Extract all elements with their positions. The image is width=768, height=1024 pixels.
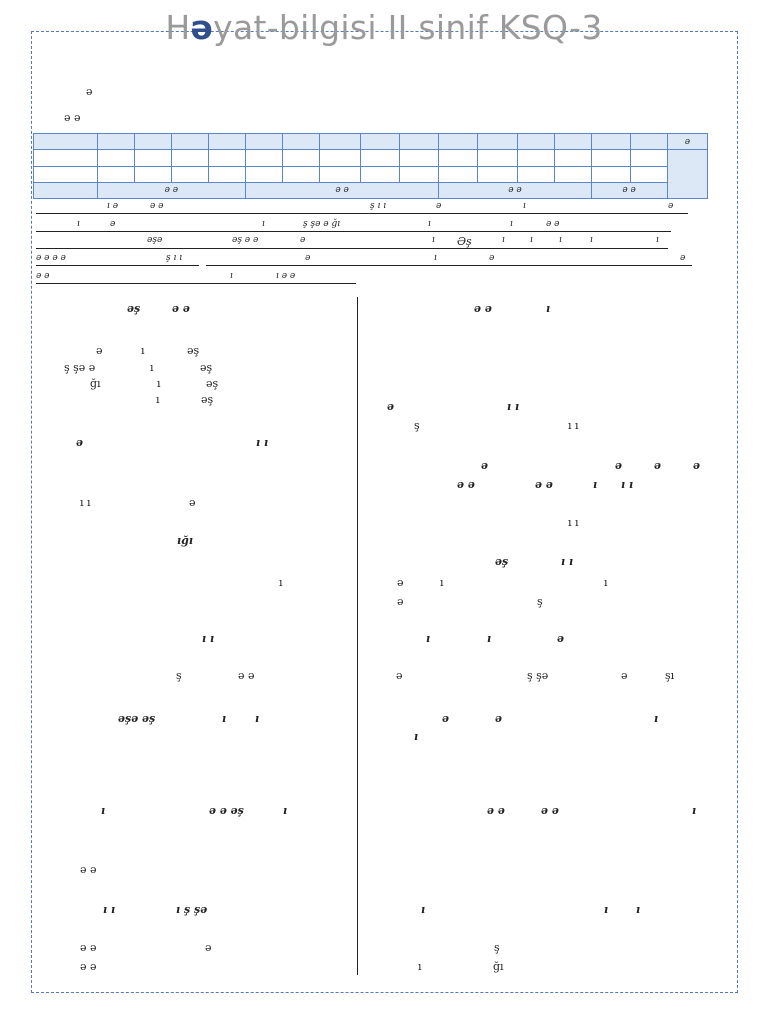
left-fragment: ə — [76, 436, 83, 449]
column-divider — [357, 297, 358, 975]
left-fragment: ı — [156, 393, 160, 406]
table-group-cell: ə ə — [439, 182, 591, 198]
right-fragment: ə ə — [474, 302, 492, 315]
right-fragment: ə — [387, 400, 394, 413]
left-fragment: ə — [189, 496, 196, 509]
instruction-fragment: ı — [656, 235, 659, 245]
instruction-fragment: ı — [434, 253, 437, 263]
table-group-cell: ə ə — [97, 182, 245, 198]
table-group-cell: ə ə — [245, 182, 438, 198]
right-fragment: ı — [414, 730, 419, 743]
instruction-fragment: əşə — [147, 235, 163, 245]
right-fragment: ş — [414, 419, 420, 432]
instruction-fragment: ə — [489, 253, 495, 263]
right-fragment: ı ı — [621, 478, 634, 491]
page-title — [0, 8, 768, 47]
left-fragment: əş — [127, 302, 141, 315]
instruction-fragment: ı ə — [107, 201, 119, 211]
right-fragment: ş — [494, 941, 500, 954]
title-accent: ə — [190, 8, 214, 47]
right-fragment: ə ə — [457, 478, 475, 491]
instruction-underline — [36, 283, 356, 284]
instruction-underline — [206, 265, 692, 266]
right-fragment: ə — [397, 576, 404, 589]
table-row — [34, 166, 708, 182]
right-fragment: ə — [693, 459, 700, 472]
left-fragment: əş — [201, 393, 214, 406]
right-fragment: ə — [397, 595, 404, 608]
right-fragment: ı — [418, 960, 422, 973]
instruction-underline — [36, 265, 199, 266]
instruction-fragment: ı — [230, 271, 233, 281]
right-fragment: ş — [537, 595, 543, 608]
right-fragment: ı ı — [568, 516, 579, 529]
left-fragment: ı — [255, 712, 260, 725]
left-fragment: ş — [176, 669, 182, 682]
instruction-fragment: ə — [110, 219, 116, 229]
instruction-fragment: ı — [502, 235, 505, 245]
right-fragment: ı — [487, 632, 492, 645]
instruction-fragment: ı ə ə — [276, 271, 296, 281]
right-fragment: ə — [621, 669, 628, 682]
right-fragment: ı — [440, 576, 444, 589]
instruction-fragment: ə ə — [546, 219, 560, 229]
right-fragment: şı — [665, 669, 675, 682]
title-suffix: yat-bilgisi II sinif KSQ-3 — [213, 8, 603, 47]
left-fragment: ə — [205, 941, 212, 954]
left-fragment: ı ı — [256, 436, 269, 449]
instruction-fragment: ş ı ı — [166, 253, 183, 263]
left-fragment: ı — [101, 804, 106, 817]
right-fragment: ə ə — [541, 804, 559, 817]
left-fragment: ığı — [177, 534, 194, 547]
left-fragment: ə ə — [80, 941, 97, 954]
right-fragment: ə — [481, 459, 488, 472]
left-fragment: ı — [222, 712, 227, 725]
table-row — [34, 182, 708, 198]
right-fragment: ə — [442, 712, 449, 725]
instruction-fragment: əş ə ə — [232, 235, 259, 245]
instruction-underline — [36, 231, 671, 232]
table-row — [34, 150, 708, 166]
instruction-fragment: Əş — [457, 235, 472, 248]
left-fragment: ə ə əş — [209, 804, 244, 817]
right-fragment: ı — [426, 632, 431, 645]
left-fragment: ı ı — [103, 903, 116, 916]
left-fragment: ş şə ə — [64, 361, 96, 374]
right-fragment: ı — [654, 712, 659, 725]
instruction-underline — [36, 248, 668, 249]
left-fragment: ı — [157, 377, 161, 390]
info-line-1: ə — [86, 85, 93, 98]
right-fragment: ə ə — [535, 478, 553, 491]
right-fragment: ı ı — [568, 419, 579, 432]
instruction-fragment: ı — [77, 219, 80, 229]
left-fragment: ı — [141, 344, 145, 357]
instruction-fragment: ə — [668, 201, 674, 211]
left-fragment: ı ı — [80, 496, 91, 509]
left-fragment: əş — [187, 344, 200, 357]
right-fragment: ı — [546, 302, 551, 315]
right-fragment: ə — [495, 712, 502, 725]
title-prefix: H — [165, 8, 191, 47]
instruction-fragment: ı — [428, 219, 431, 229]
right-fragment: ə ə — [487, 804, 505, 817]
right-fragment: ı ı — [507, 400, 520, 413]
left-fragment: ə — [96, 344, 103, 357]
instruction-fragment: ş şə ə ğı — [303, 219, 341, 229]
instruction-fragment: ə — [305, 253, 311, 263]
right-fragment: ı — [604, 903, 609, 916]
left-fragment: əşə əş — [118, 712, 156, 725]
left-fragment: ı — [283, 804, 288, 817]
instruction-fragment: ı — [530, 235, 533, 245]
right-fragment: ə — [615, 459, 622, 472]
instruction-fragment: ə — [680, 253, 686, 263]
instruction-fragment: ı — [432, 235, 435, 245]
instruction-fragment: ə — [300, 235, 306, 245]
left-fragment: ə ə — [238, 669, 255, 682]
left-fragment: ı ı — [202, 632, 215, 645]
right-fragment: ı ı — [561, 555, 574, 568]
left-fragment: ı — [150, 361, 154, 374]
left-fragment: ğı — [90, 377, 101, 390]
info-line-2: ə ə — [64, 111, 81, 124]
left-fragment: ə ə — [172, 302, 190, 315]
answer-table — [33, 133, 708, 199]
instruction-fragment: ı — [523, 201, 526, 211]
instruction-fragment: ə ə — [150, 201, 164, 211]
right-fragment: ı — [421, 903, 426, 916]
right-fragment: ə — [557, 632, 564, 645]
left-fragment: əş — [206, 377, 219, 390]
instruction-fragment: ı — [590, 235, 593, 245]
right-fragment: ı — [604, 576, 608, 589]
instruction-underline — [36, 213, 688, 214]
left-fragment: əş — [200, 361, 213, 374]
instruction-fragment: ı — [510, 219, 513, 229]
right-fragment: ə — [654, 459, 661, 472]
left-fragment: ı ş şə — [176, 903, 208, 916]
instruction-fragment: ş ı ı — [370, 201, 387, 211]
instruction-fragment: ə — [436, 201, 442, 211]
right-fragment: ş şə — [527, 669, 549, 682]
right-fragment: ğı — [493, 960, 504, 973]
instruction-fragment: ı — [262, 219, 265, 229]
right-fragment: ı — [692, 804, 697, 817]
instruction-fragment: ı — [559, 235, 562, 245]
right-fragment: ı — [636, 903, 641, 916]
right-fragment: ə — [396, 669, 403, 682]
table-group-cell: ə ə — [591, 182, 667, 198]
instruction-fragment: ə ə — [36, 271, 50, 281]
right-fragment: əş — [495, 555, 509, 568]
instruction-fragment: ə ə ə ə — [36, 253, 66, 263]
table-corner-cell: ə — [667, 134, 707, 150]
table-row — [34, 134, 708, 150]
left-fragment: ə ə — [80, 960, 97, 973]
left-fragment: ə ə — [80, 863, 97, 876]
left-fragment: ı — [279, 576, 283, 589]
right-fragment: ı — [593, 478, 598, 491]
